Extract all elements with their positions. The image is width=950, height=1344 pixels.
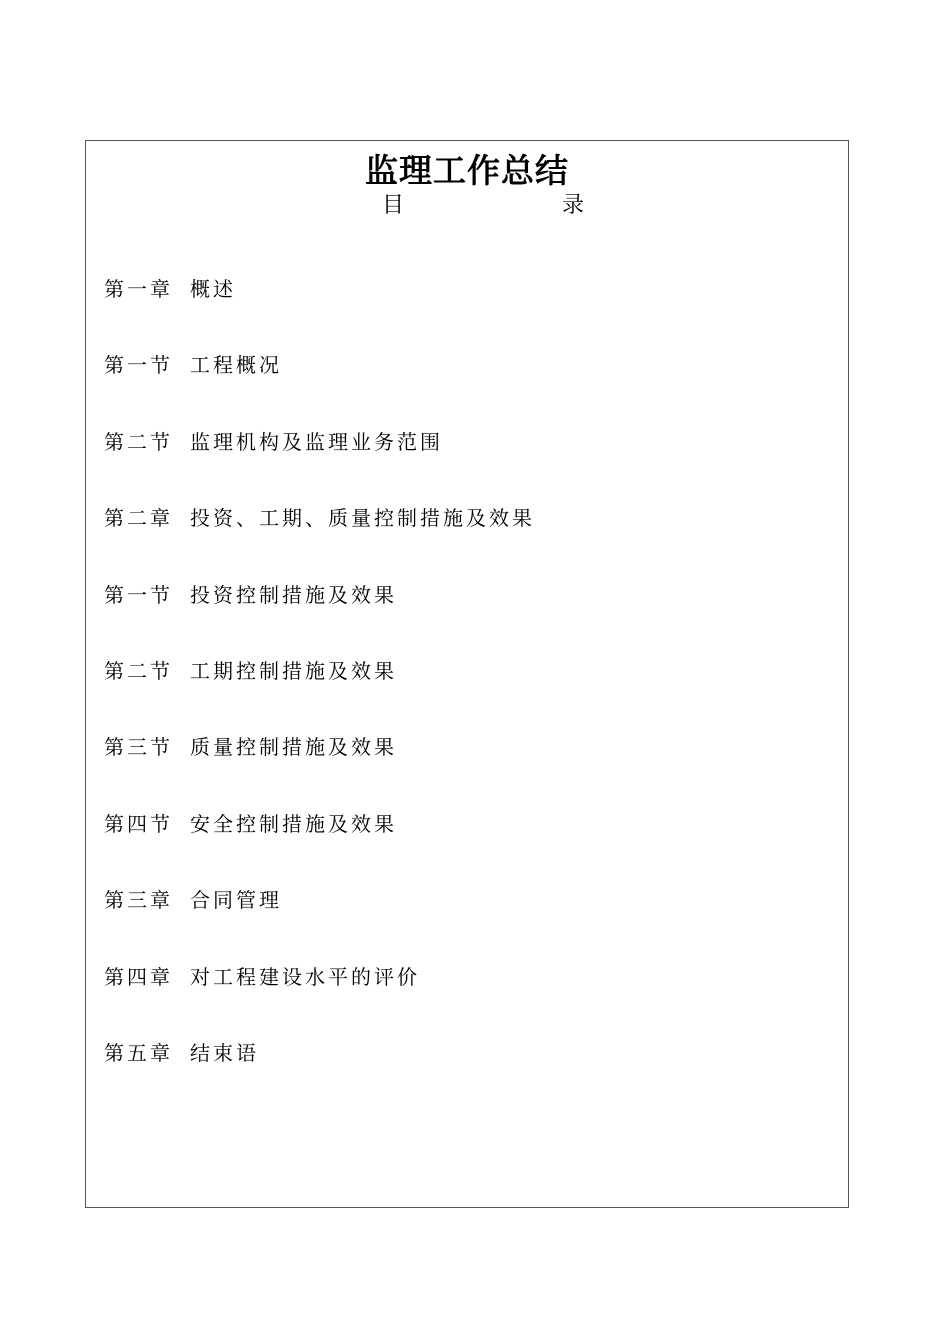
- toc-item-number: 第五章: [104, 1040, 173, 1065]
- toc-item-text: 投资、工期、质量控制措施及效果: [190, 506, 535, 531]
- toc-item-section-1-1[interactable]: [104, 349, 535, 425]
- toc-item-section-2-3[interactable]: [104, 731, 535, 807]
- toc-item-section-2-2[interactable]: [104, 655, 535, 731]
- toc-item-number: 第二章: [104, 506, 173, 531]
- toc-item-text: 质量控制措施及效果: [190, 735, 397, 760]
- toc-item-chapter-4[interactable]: [104, 961, 535, 1037]
- toc-item-text: 投资控制措施及效果: [190, 582, 397, 607]
- toc-item-text: 工期控制措施及效果: [190, 658, 397, 683]
- toc-item-number: 第一节: [104, 582, 173, 607]
- toc-item-number: 第一节: [104, 353, 173, 378]
- toc-item-text: 工程概况: [190, 353, 282, 378]
- document-title: 监理工作总结: [365, 151, 569, 190]
- toc-item-number: 第一章: [104, 277, 173, 301]
- toc-item-chapter-2[interactable]: [104, 502, 535, 578]
- toc-item-text: 合同管理: [190, 888, 282, 913]
- toc-item-number: 第四章: [104, 964, 173, 989]
- toc-item-chapter-3[interactable]: [104, 884, 535, 960]
- toc-item-text: 监理机构及监理业务范围: [190, 429, 443, 454]
- toc-item-text: 对工程建设水平的评价: [190, 964, 420, 989]
- toc-heading: [86, 191, 848, 221]
- toc-list: [104, 273, 535, 1113]
- toc-heading-char-1: 目: [382, 193, 405, 218]
- toc-item-chapter-5[interactable]: [104, 1037, 535, 1113]
- toc-item-number: 第四节: [104, 811, 173, 836]
- toc-item-section-1-2[interactable]: [104, 426, 535, 502]
- toc-item-text: 安全控制措施及效果: [190, 811, 397, 836]
- toc-item-number: 第三章: [104, 888, 173, 913]
- toc-item-number: 第三节: [104, 735, 173, 760]
- toc-item-section-2-4[interactable]: [104, 808, 535, 884]
- toc-item-section-2-1[interactable]: [104, 579, 535, 655]
- toc-item-number: 第二节: [104, 658, 173, 683]
- page-frame: [85, 140, 849, 1208]
- toc-item-number: 第二节: [104, 429, 173, 454]
- toc-item-text: 结束语: [190, 1040, 259, 1065]
- toc-item-text: 概述: [190, 277, 236, 301]
- toc-heading-char-2: 录: [562, 193, 585, 218]
- toc-item-chapter-1[interactable]: [104, 273, 535, 349]
